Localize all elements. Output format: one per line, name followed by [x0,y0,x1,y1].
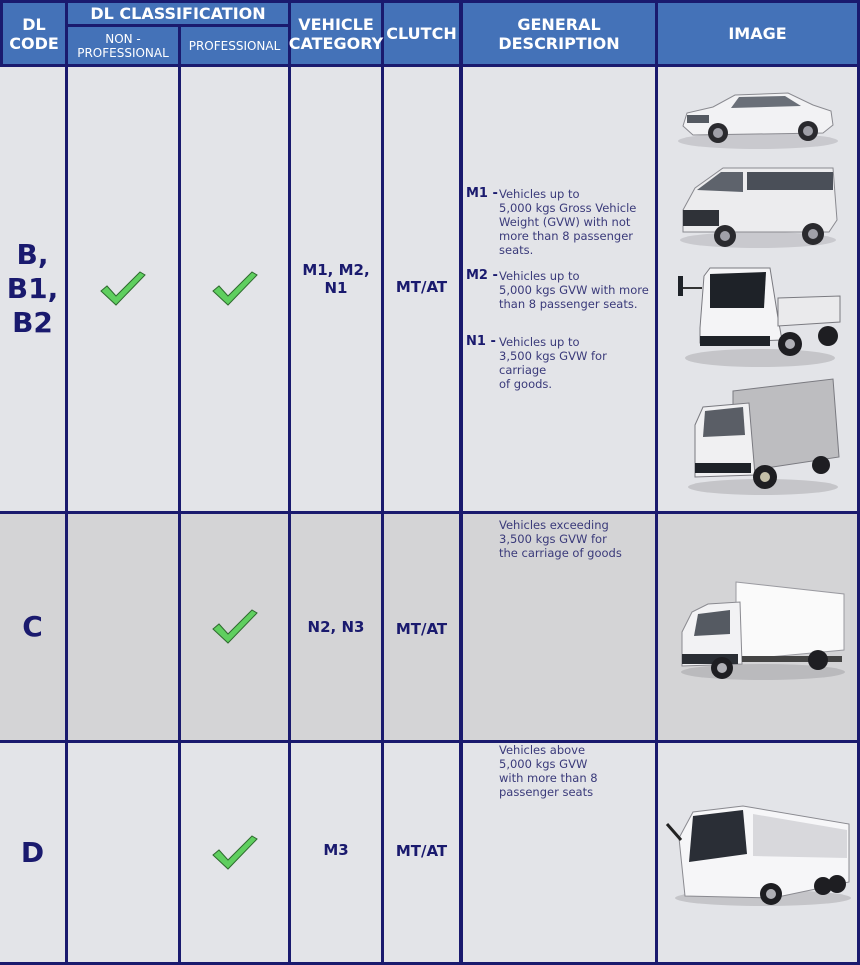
definition-line: Weight (GVW) with not [499,215,631,229]
row-c-description [463,514,655,740]
row-b-code [0,67,65,511]
header-dl-code-line2: CODE [9,33,59,53]
row-d-code [0,743,65,962]
row-b-professional [181,67,288,511]
header-clutch-label: CLUTCH [386,24,457,43]
definition-m1 [463,187,655,257]
row-c-vehicle-category [291,514,381,740]
header-non-professional-line1: NON - [105,31,141,46]
definition-line: 5,000 kgs Gross Vehicle [499,201,637,215]
row-d-clutch [384,743,459,962]
definition-text [499,187,655,257]
row-b-images [658,67,857,511]
definition-key: M1 - [466,186,498,201]
row-c-clutch [384,514,459,740]
header-vehicle-category-line2: CATEGORY [288,33,384,53]
header-dl-code-line1: DL [22,14,46,34]
header-professional-label: PROFESSIONAL [188,38,281,53]
clutch-value: MT/AT [395,841,448,860]
check-icon [211,269,259,309]
row-b-non-professional [68,67,178,511]
row-d-vehicle-category [291,743,381,962]
sedan-car-image [673,81,843,151]
category-line: N2, N3 [307,618,365,636]
description-line: Vehicles above [499,743,586,757]
code-line: B, [16,238,49,271]
definition-line: Vehicles up to [499,335,580,349]
description-line: 5,000 kgs GVW [499,757,588,771]
light-dump-truck-image [670,258,845,368]
row-c-images [658,514,857,740]
row-c-professional [181,514,288,740]
row-b-description [463,67,655,511]
row-d-non-professional [68,743,178,962]
definition-key: N1 - [466,334,496,349]
header-dl-classification [68,3,288,24]
description-line: the carriage of goods [499,546,622,560]
header-clutch [384,3,459,64]
definition-line: more than 8 passenger [499,229,634,243]
light-box-truck-image [673,377,843,497]
definition-n1 [463,335,655,391]
definition-line: 3,500 kgs GVW for carriage [499,349,607,377]
description-line: Vehicles exceeding [499,518,609,532]
header-non-professional-line2: PROFESSIONAL [77,45,169,60]
clutch-value: MT/AT [395,620,448,638]
category-line: M1, M2, [302,261,370,279]
definition-line: 5,000 kgs GVW with more [499,283,649,297]
header-vehicle-category [288,3,384,64]
header-professional [181,27,288,64]
definition-line: seats. [499,243,534,257]
code-line: B1, [6,272,59,305]
row-d-description [463,743,655,962]
header-dl-classification-label: DL CLASSIFICATION [90,4,266,23]
category-line: N1 [324,279,348,297]
header-image [658,3,857,64]
code-line: B2 [12,306,53,339]
definition-line: Vehicles up to [499,187,580,201]
description-line: with more than 8 [499,771,598,785]
definition-m2 [463,269,655,311]
row-c-code [0,514,65,740]
row-b-clutch [384,67,459,511]
code-line: D [20,835,45,869]
header-general-description-line1: GENERAL [517,14,601,34]
definition-line: of goods. [499,377,553,391]
row-d-professional [181,743,288,962]
header-image-label: IMAGE [728,24,787,43]
definition-key: M2 - [466,268,498,283]
header-general-description-line2: DESCRIPTION [498,33,620,53]
header-general-description [463,3,655,64]
box-truck-image [668,572,848,682]
header-non-professional [68,27,178,64]
coach-bus-image [663,798,853,908]
description-line: 3,500 kgs GVW for [499,532,607,546]
check-icon [211,607,259,647]
header-dl-code [3,3,65,64]
definition-line: than 8 passenger seats. [499,297,638,311]
definition-text [499,269,655,311]
row-c-non-professional [68,514,178,740]
check-icon [211,833,259,873]
definition-line: Vehicles up to [499,269,580,283]
header-vehicle-category-line1: VEHICLE [298,14,374,34]
category-line: M3 [323,840,349,859]
description-line: passenger seats [499,785,594,799]
definition-text [499,335,655,391]
passenger-van-image [673,160,843,250]
code-line: C [22,610,43,643]
row-b-vehicle-category [291,67,381,511]
row-d-images [658,743,857,962]
check-icon [99,269,147,309]
clutch-value: MT/AT [395,278,448,296]
